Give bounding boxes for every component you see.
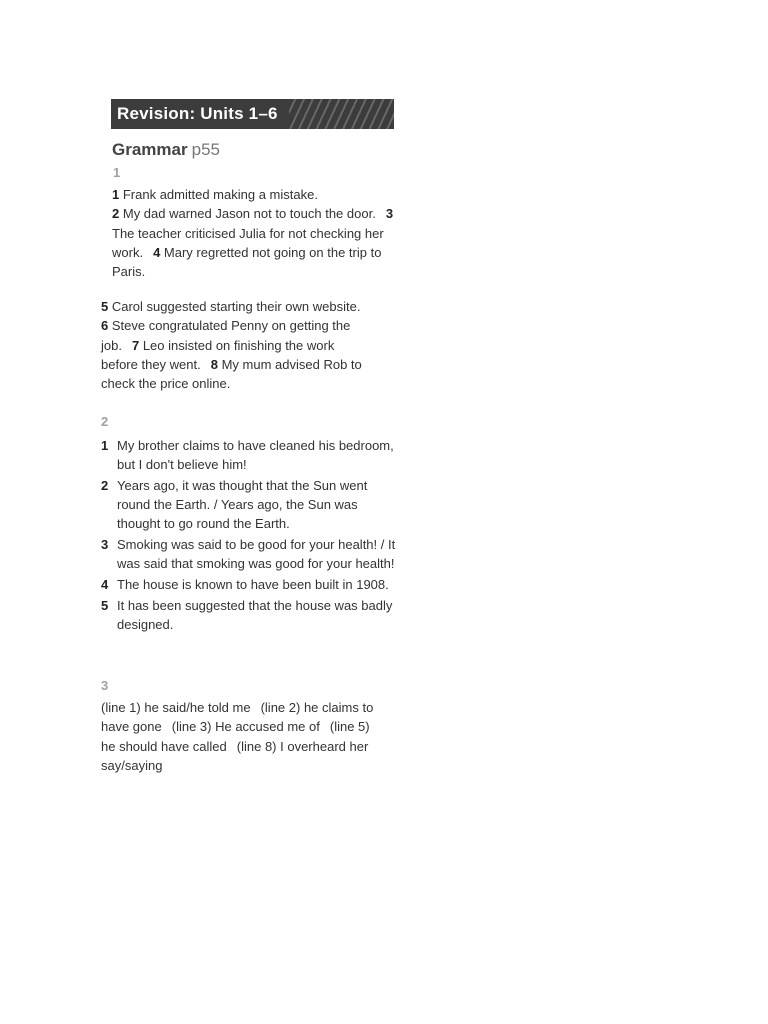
item-number: 4 <box>101 577 109 592</box>
banner-title: Revision: Units 1–6 <box>117 104 278 123</box>
answer: (line 2) he claims to have gone <box>101 700 374 735</box>
exercise-2-number: 2 <box>101 414 109 429</box>
exercise-1-part-1 <box>112 185 394 281</box>
item-text: My brother claims to have cleaned his bedroom, but I don't believe him! <box>117 438 394 472</box>
section-heading <box>112 140 220 160</box>
section-title: Grammar <box>112 140 188 159</box>
exercise-2-list <box>101 436 399 636</box>
item-number: 1 <box>101 438 109 453</box>
item-text: Years ago, it was thought that the Sun went round the Earth. / Years ago, the Sun was thought to go round the Earth. <box>117 478 368 531</box>
sentence-number: 2 <box>112 206 120 222</box>
sentence-number: 6 <box>101 318 109 334</box>
exercise-1-number: 1 <box>113 165 121 180</box>
list-item <box>101 575 399 594</box>
item-text: Smoking was said to be good for your health! / It was said that smoking was good for your health! <box>117 537 396 571</box>
exercise-1-part-2 <box>101 297 373 393</box>
sentence-text: Leo insisted on finishing the work before they went. <box>101 337 335 372</box>
section-page-ref: p55 <box>191 140 220 159</box>
list-item <box>101 535 399 573</box>
sentence-text: My dad warned Jason not to touch the door. <box>122 206 376 222</box>
sentence-number: 3 <box>385 206 394 222</box>
revision-banner <box>111 99 394 129</box>
sentence-number: 4 <box>153 244 161 260</box>
sentence-number: 5 <box>101 299 109 314</box>
item-text: It has been suggested that the house was badly designed. <box>117 598 393 632</box>
sentence-text: Mary regretted not going on the trip to Paris. <box>112 244 382 280</box>
answer: (line 8) I overheard her say/saying <box>101 738 369 773</box>
item-number: 3 <box>101 537 109 552</box>
item-number: 2 <box>101 478 109 493</box>
sentence-number: 7 <box>131 337 140 353</box>
exercise-3-answers <box>101 698 383 775</box>
sentence-number: 8 <box>210 356 218 372</box>
list-item <box>101 476 399 533</box>
item-number: 5 <box>101 598 109 613</box>
list-item <box>101 436 399 474</box>
sentence-text: Steve congratulated Penny on getting the job. <box>101 318 351 353</box>
list-item <box>101 596 399 634</box>
item-text: The house is known to have been built in 1908. <box>117 577 389 592</box>
exercise-3-number: 3 <box>101 678 109 693</box>
sentence-text: Frank admitted making a mistake. <box>122 187 318 202</box>
sentence-text: The teacher criticised Julia for not checking her work. <box>112 225 384 260</box>
answer: (line 5) he should have called <box>101 719 370 754</box>
sentence-text: My mum advised Rob to check the price online. <box>101 356 362 392</box>
sentence-number: 1 <box>112 187 120 202</box>
sentence-text: Carol suggested starting their own website. <box>111 299 361 314</box>
answer: (line 3) He accused me of <box>171 719 320 735</box>
answer: (line 1) he said/he told me <box>101 700 251 715</box>
